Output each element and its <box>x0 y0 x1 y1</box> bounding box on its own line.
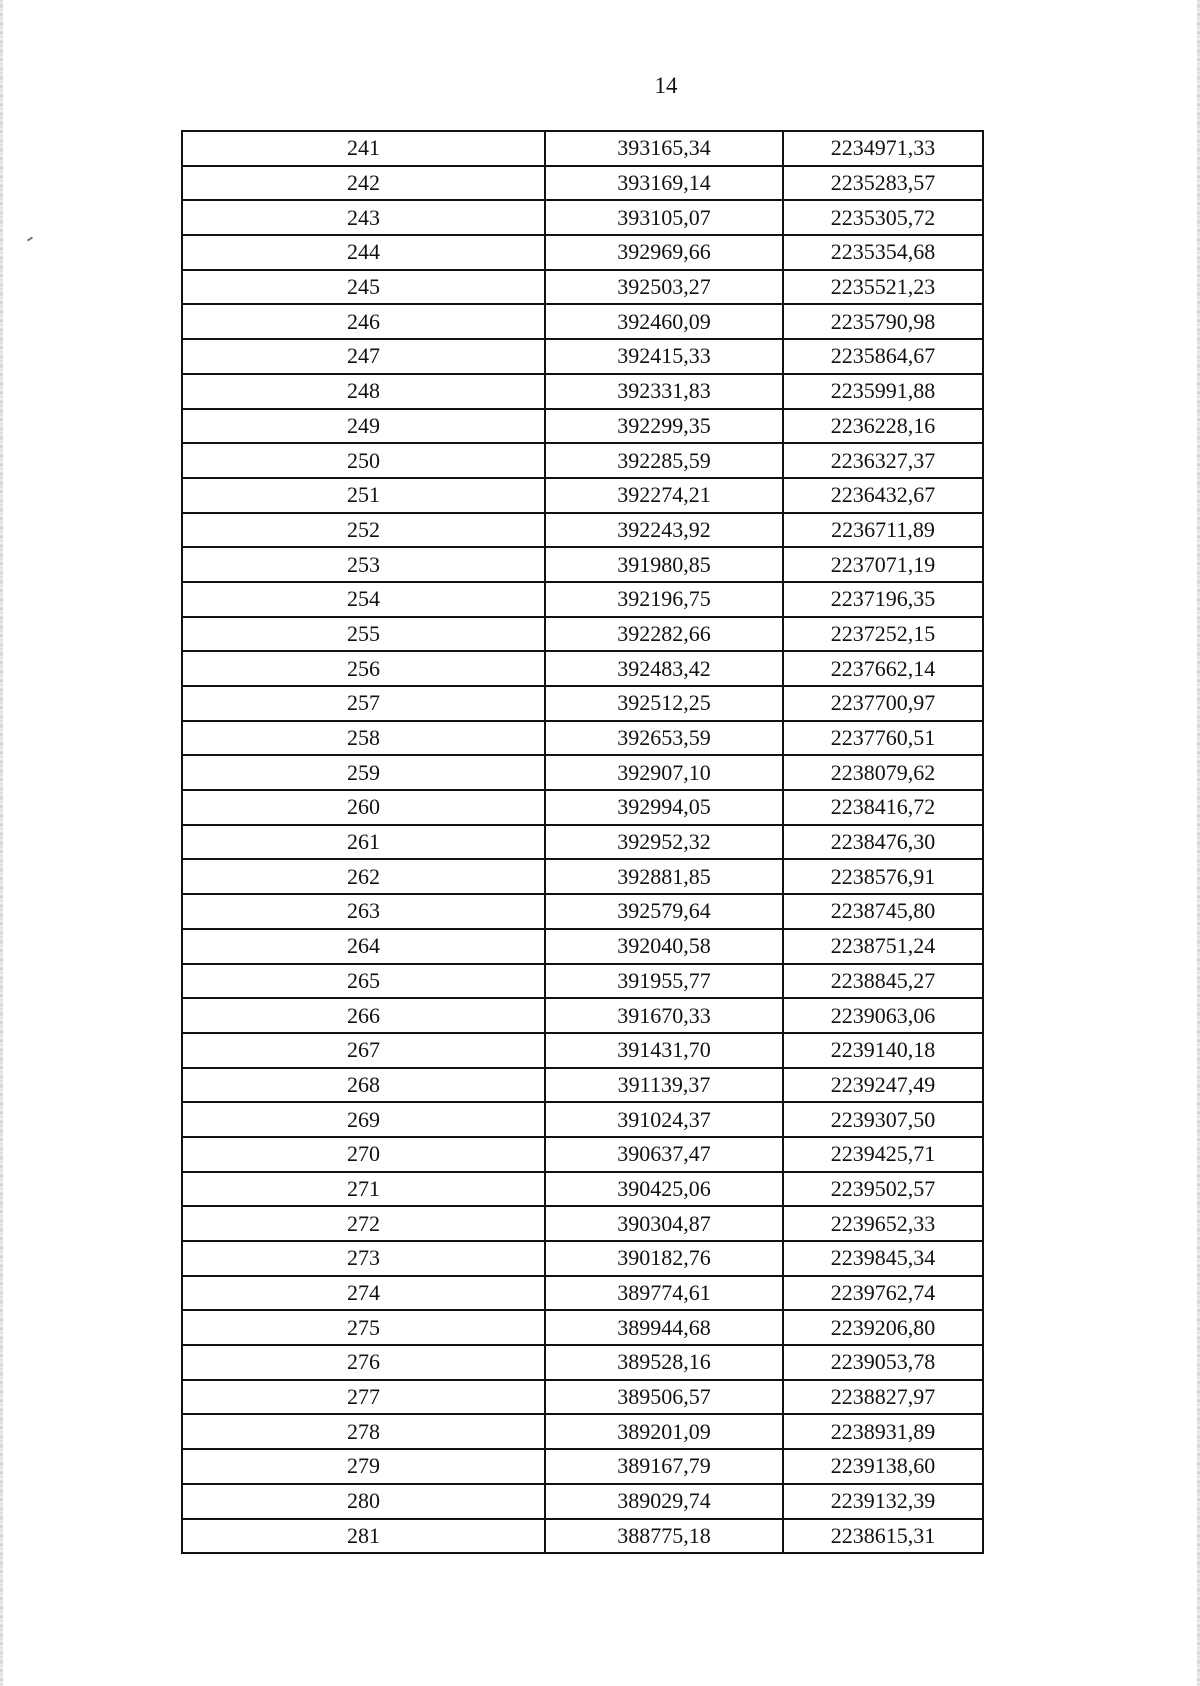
table-row <box>182 1137 983 1172</box>
x-coordinate-cell: 392331,83 <box>545 374 783 409</box>
point-number-cell: 260 <box>182 790 545 825</box>
table-row <box>182 582 983 617</box>
x-coordinate-cell: 392460,09 <box>545 304 783 339</box>
point-number-cell: 281 <box>182 1519 545 1554</box>
x-coordinate-cell: 393105,07 <box>545 200 783 235</box>
table-row <box>182 617 983 652</box>
point-number-cell: 278 <box>182 1414 545 1449</box>
x-coordinate-cell: 392299,35 <box>545 409 783 444</box>
x-coordinate-cell: 392243,92 <box>545 513 783 548</box>
x-coordinate-cell: 392907,10 <box>545 755 783 790</box>
point-number-cell: 253 <box>182 547 545 582</box>
y-coordinate-cell: 2239132,39 <box>783 1484 983 1519</box>
point-number-cell: 265 <box>182 964 545 999</box>
point-number-cell: 252 <box>182 513 545 548</box>
point-number-cell: 248 <box>182 374 545 409</box>
table-row <box>182 964 983 999</box>
x-coordinate-cell: 392483,42 <box>545 651 783 686</box>
x-coordinate-cell: 392196,75 <box>545 582 783 617</box>
y-coordinate-cell: 2234971,33 <box>783 131 983 166</box>
coordinates-table <box>181 130 984 1554</box>
scan-edge-left <box>0 0 3 1686</box>
y-coordinate-cell: 2239425,71 <box>783 1137 983 1172</box>
x-coordinate-cell: 392512,25 <box>545 686 783 721</box>
x-coordinate-cell: 392415,33 <box>545 339 783 374</box>
point-number-cell: 242 <box>182 166 545 201</box>
x-coordinate-cell: 390304,87 <box>545 1206 783 1241</box>
y-coordinate-cell: 2238845,27 <box>783 964 983 999</box>
y-coordinate-cell: 2238615,31 <box>783 1519 983 1554</box>
x-coordinate-cell: 392282,66 <box>545 617 783 652</box>
table-row <box>182 894 983 929</box>
point-number-cell: 247 <box>182 339 545 374</box>
y-coordinate-cell: 2235521,23 <box>783 270 983 305</box>
table-row <box>182 131 983 166</box>
y-coordinate-cell: 2239140,18 <box>783 1033 983 1068</box>
y-coordinate-cell: 2235283,57 <box>783 166 983 201</box>
table-row <box>182 790 983 825</box>
x-coordinate-cell: 391139,37 <box>545 1068 783 1103</box>
x-coordinate-cell: 390182,76 <box>545 1241 783 1276</box>
y-coordinate-cell: 2236228,16 <box>783 409 983 444</box>
table-row <box>182 1172 983 1207</box>
point-number-cell: 277 <box>182 1380 545 1415</box>
point-number-cell: 263 <box>182 894 545 929</box>
table-row <box>182 755 983 790</box>
x-coordinate-cell: 389774,61 <box>545 1276 783 1311</box>
x-coordinate-cell: 391980,85 <box>545 547 783 582</box>
table-row <box>182 686 983 721</box>
point-number-cell: 259 <box>182 755 545 790</box>
point-number-cell: 255 <box>182 617 545 652</box>
point-number-cell: 261 <box>182 825 545 860</box>
table-row <box>182 1484 983 1519</box>
table-row <box>182 339 983 374</box>
x-coordinate-cell: 389029,74 <box>545 1484 783 1519</box>
point-number-cell: 249 <box>182 409 545 444</box>
x-coordinate-cell: 392274,21 <box>545 478 783 513</box>
point-number-cell: 262 <box>182 859 545 894</box>
y-coordinate-cell: 2239502,57 <box>783 1172 983 1207</box>
y-coordinate-cell: 2236327,37 <box>783 443 983 478</box>
point-number-cell: 254 <box>182 582 545 617</box>
point-number-cell: 276 <box>182 1345 545 1380</box>
x-coordinate-cell: 391024,37 <box>545 1102 783 1137</box>
point-number-cell: 275 <box>182 1310 545 1345</box>
table-row <box>182 1380 983 1415</box>
x-coordinate-cell: 392285,59 <box>545 443 783 478</box>
point-number-cell: 272 <box>182 1206 545 1241</box>
point-number-cell: 269 <box>182 1102 545 1137</box>
y-coordinate-cell: 2238079,62 <box>783 755 983 790</box>
x-coordinate-cell: 388775,18 <box>545 1519 783 1554</box>
point-number-cell: 243 <box>182 200 545 235</box>
point-number-cell: 274 <box>182 1276 545 1311</box>
y-coordinate-cell: 2237252,15 <box>783 617 983 652</box>
x-coordinate-cell: 390425,06 <box>545 1172 783 1207</box>
point-number-cell: 280 <box>182 1484 545 1519</box>
point-number-cell: 244 <box>182 235 545 270</box>
table-row <box>182 1345 983 1380</box>
y-coordinate-cell: 2237700,97 <box>783 686 983 721</box>
table-row <box>182 859 983 894</box>
table-row <box>182 721 983 756</box>
x-coordinate-cell: 389506,57 <box>545 1380 783 1415</box>
x-coordinate-cell: 389201,09 <box>545 1414 783 1449</box>
point-number-cell: 279 <box>182 1449 545 1484</box>
x-coordinate-cell: 392503,27 <box>545 270 783 305</box>
y-coordinate-cell: 2235305,72 <box>783 200 983 235</box>
table-row <box>182 929 983 964</box>
table-row <box>182 1276 983 1311</box>
x-coordinate-cell: 391431,70 <box>545 1033 783 1068</box>
point-number-cell: 246 <box>182 304 545 339</box>
table-row <box>182 304 983 339</box>
point-number-cell: 271 <box>182 1172 545 1207</box>
table-row <box>182 1068 983 1103</box>
table-row <box>182 1519 983 1554</box>
y-coordinate-cell: 2238745,80 <box>783 894 983 929</box>
y-coordinate-cell: 2238751,24 <box>783 929 983 964</box>
point-number-cell: 258 <box>182 721 545 756</box>
table-row <box>182 235 983 270</box>
point-number-cell: 266 <box>182 998 545 1033</box>
x-coordinate-cell: 393165,34 <box>545 131 783 166</box>
y-coordinate-cell: 2239138,60 <box>783 1449 983 1484</box>
table-row <box>182 443 983 478</box>
x-coordinate-cell: 392653,59 <box>545 721 783 756</box>
stray-mark <box>27 236 33 241</box>
y-coordinate-cell: 2238476,30 <box>783 825 983 860</box>
y-coordinate-cell: 2235354,68 <box>783 235 983 270</box>
y-coordinate-cell: 2239652,33 <box>783 1206 983 1241</box>
point-number-cell: 251 <box>182 478 545 513</box>
table-row <box>182 1449 983 1484</box>
y-coordinate-cell: 2239307,50 <box>783 1102 983 1137</box>
y-coordinate-cell: 2235864,67 <box>783 339 983 374</box>
table-row <box>182 270 983 305</box>
y-coordinate-cell: 2237662,14 <box>783 651 983 686</box>
table-row <box>182 478 983 513</box>
table-row <box>182 513 983 548</box>
x-coordinate-cell: 393169,14 <box>545 166 783 201</box>
y-coordinate-cell: 2239762,74 <box>783 1276 983 1311</box>
page-number: 14 <box>654 73 678 98</box>
point-number-cell: 250 <box>182 443 545 478</box>
y-coordinate-cell: 2238827,97 <box>783 1380 983 1415</box>
x-coordinate-cell: 392994,05 <box>545 790 783 825</box>
table-row <box>182 1310 983 1345</box>
point-number-cell: 264 <box>182 929 545 964</box>
table-row <box>182 825 983 860</box>
point-number-cell: 241 <box>182 131 545 166</box>
x-coordinate-cell: 392040,58 <box>545 929 783 964</box>
point-number-cell: 267 <box>182 1033 545 1068</box>
x-coordinate-cell: 392952,32 <box>545 825 783 860</box>
y-coordinate-cell: 2239247,49 <box>783 1068 983 1103</box>
x-coordinate-cell: 392969,66 <box>545 235 783 270</box>
y-coordinate-cell: 2235991,88 <box>783 374 983 409</box>
y-coordinate-cell: 2239845,34 <box>783 1241 983 1276</box>
table-row <box>182 200 983 235</box>
y-coordinate-cell: 2236711,89 <box>783 513 983 548</box>
y-coordinate-cell: 2237071,19 <box>783 547 983 582</box>
x-coordinate-cell: 389167,79 <box>545 1449 783 1484</box>
table-row <box>182 1414 983 1449</box>
x-coordinate-cell: 391955,77 <box>545 964 783 999</box>
y-coordinate-cell: 2239053,78 <box>783 1345 983 1380</box>
x-coordinate-cell: 391670,33 <box>545 998 783 1033</box>
table-row <box>182 1206 983 1241</box>
x-coordinate-cell: 389944,68 <box>545 1310 783 1345</box>
y-coordinate-cell: 2236432,67 <box>783 478 983 513</box>
table-row <box>182 166 983 201</box>
coordinates-table-body <box>182 131 983 1553</box>
x-coordinate-cell: 392881,85 <box>545 859 783 894</box>
table-row <box>182 1033 983 1068</box>
y-coordinate-cell: 2238931,89 <box>783 1414 983 1449</box>
point-number-cell: 256 <box>182 651 545 686</box>
table-row <box>182 374 983 409</box>
table-row <box>182 1102 983 1137</box>
table-row <box>182 1241 983 1276</box>
point-number-cell: 270 <box>182 1137 545 1172</box>
table-row <box>182 409 983 444</box>
y-coordinate-cell: 2238576,91 <box>783 859 983 894</box>
y-coordinate-cell: 2238416,72 <box>783 790 983 825</box>
y-coordinate-cell: 2237760,51 <box>783 721 983 756</box>
point-number-cell: 273 <box>182 1241 545 1276</box>
point-number-cell: 245 <box>182 270 545 305</box>
x-coordinate-cell: 390637,47 <box>545 1137 783 1172</box>
y-coordinate-cell: 2235790,98 <box>783 304 983 339</box>
point-number-cell: 257 <box>182 686 545 721</box>
point-number-cell: 268 <box>182 1068 545 1103</box>
y-coordinate-cell: 2237196,35 <box>783 582 983 617</box>
table-row <box>182 998 983 1033</box>
y-coordinate-cell: 2239063,06 <box>783 998 983 1033</box>
y-coordinate-cell: 2239206,80 <box>783 1310 983 1345</box>
x-coordinate-cell: 389528,16 <box>545 1345 783 1380</box>
table-row <box>182 651 983 686</box>
table-row <box>182 547 983 582</box>
x-coordinate-cell: 392579,64 <box>545 894 783 929</box>
